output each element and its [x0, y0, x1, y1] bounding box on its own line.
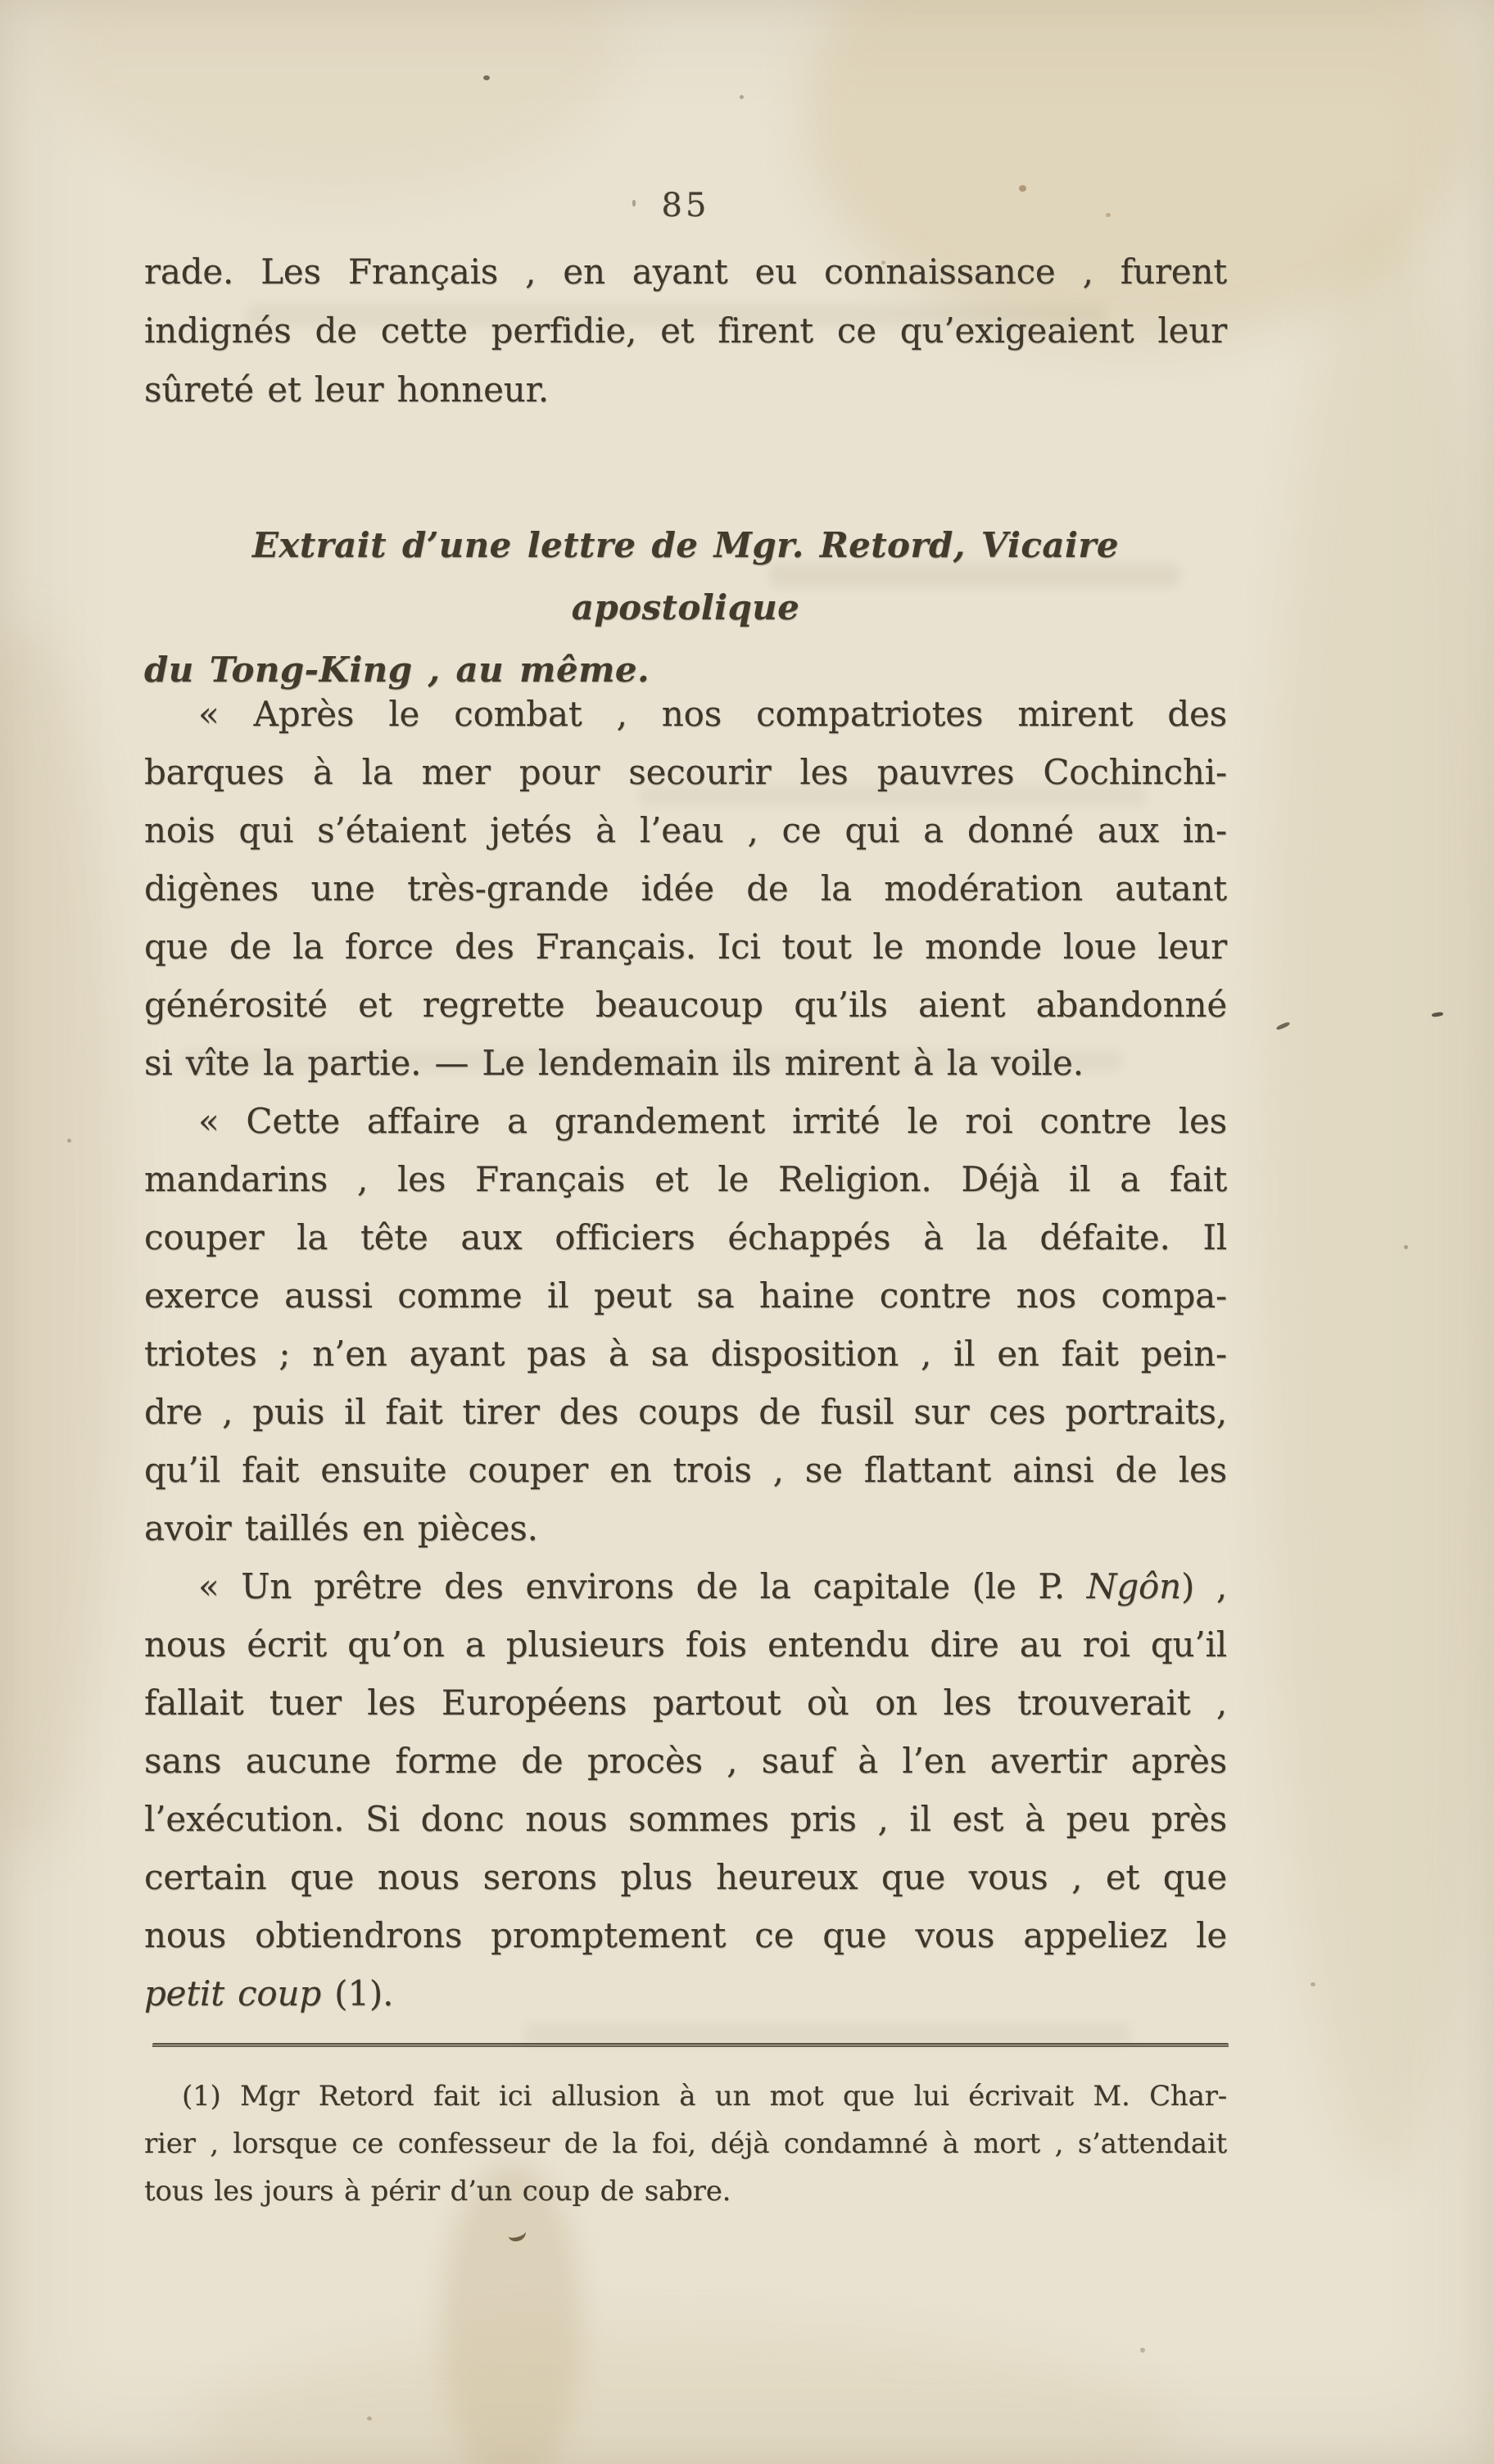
intro-paragraph-line: indignés de cette perfidie, et firent ce qu’exigeaient leur — [144, 310, 1227, 351]
letter-paragraph-line: l’exécution. Si donc nous sommes pris , il est à peu près — [144, 1799, 1227, 1839]
footnote-line: rier , lorsque ce confesseur de la foi, déjà condamné à mort , s’attendait — [144, 2127, 1227, 2160]
intro-paragraph-line: rade. Les Français , en ayant eu connaissance , furent — [144, 251, 1227, 292]
letter-paragraph-line: qu’il fait ensuite couper en trois , se flattant ainsi de les — [144, 1450, 1227, 1490]
show-through-text — [524, 2023, 1130, 2045]
letter-paragraph-line: barques à la mer pour secourir les pauvres Cochinchi- — [144, 752, 1227, 792]
letter-paragraph-line: nous obtiendrons promptement ce que vous appeliez le — [144, 1915, 1227, 1955]
letter-paragraph-line: certain que nous serons plus heureux que vous , et que — [144, 1857, 1227, 1897]
letter-heading-line: Extrait d’une lettre de Mgr. Retord, Vicaire apostolique — [252, 525, 1119, 627]
letter-paragraph — [144, 1092, 1227, 1557]
ink-speck — [1276, 1021, 1291, 1030]
paper-stain — [1261, 213, 1494, 2179]
ink-speck — [67, 1139, 71, 1143]
paper-stain — [49, 0, 622, 197]
ink-speck — [367, 2416, 372, 2421]
letter-paragraph-line: mandarins , les Français et le Religion. Déjà il a fait — [144, 1159, 1227, 1199]
ink-speck — [740, 95, 744, 99]
letter-paragraph-line: « Cette affaire a grandement irrité le roi contre les — [198, 1101, 1227, 1141]
paper-stain — [197, 2326, 1179, 2464]
letter-paragraph-line: générosité et regrette beaucoup qu’ils aient abandonné — [144, 985, 1227, 1025]
letter-paragraph-line: sans aucune forme de procès , sauf à l’en avertir après — [144, 1741, 1227, 1781]
ink-speck — [1404, 1245, 1408, 1249]
page-number: 85 — [661, 187, 710, 224]
intro-paragraph-line: sûreté et leur honneur. — [144, 369, 550, 410]
letter-heading-line: du Tong-King , au même. — [144, 650, 650, 690]
letter-paragraph-line: « Après le combat , nos compatriotes mirent des — [198, 694, 1227, 734]
ink-speck — [1432, 1012, 1444, 1017]
ink-hook-mark — [506, 2225, 527, 2244]
letter-paragraph-line: digènes une très-grande idée de la modération autant — [144, 868, 1227, 908]
letter-paragraph-line: si vîte la partie. — Le lendemain ils mirent à la voile. — [144, 1043, 1084, 1083]
letter-paragraph-line: triotes ; n’en ayant pas à sa disposition , il en fait pein- — [144, 1334, 1227, 1374]
letter-paragraph-line: petit coup (1). — [144, 1973, 394, 2013]
letter-paragraph-line: nois qui s’étaient jetés à l’eau , ce qui a donné aux in- — [144, 810, 1227, 850]
letter-paragraph-line: « Un prêtre des environs de la capitale (le P. Ngôn) , — [198, 1566, 1227, 1606]
letter-paragraph — [144, 685, 1227, 1092]
letter-paragraph-line: avoir taillés en pièces. — [144, 1508, 538, 1548]
footnote-line: tous les jours à périr d’un coup de sabre. — [144, 2175, 731, 2208]
letter-paragraph-line: nous écrit qu’on a plusieurs fois entendu dire au roi qu’il — [144, 1624, 1227, 1665]
letter-paragraph-line: couper la tête aux officiers échappés à la défaite. Il — [144, 1217, 1227, 1257]
letter-body — [144, 685, 1227, 2022]
paper-stain — [0, 623, 123, 1851]
letter-paragraph-line: que de la force des Français. Ici tout le monde loue leur — [144, 926, 1227, 967]
footnote-rule — [152, 2043, 1229, 2048]
footnote-line: (1) Mgr Retord fait ici allusion à un mot que lui écrivait M. Char- — [182, 2080, 1227, 2113]
footnote — [144, 2072, 1227, 2215]
letter-paragraph-line: exerce aussi comme il peut sa haine contre nos compa- — [144, 1275, 1227, 1316]
letter-heading — [144, 514, 1227, 701]
ink-speck — [1311, 1982, 1315, 1986]
intro-paragraph — [144, 242, 1227, 419]
letter-paragraph — [144, 1557, 1227, 2022]
letter-paragraph-line: dre , puis il fait tirer des coups de fusil sur ces portraits, — [144, 1392, 1227, 1432]
ink-speck — [1140, 2348, 1145, 2353]
letter-paragraph-line: fallait tuer les Européens partout où on les trouverait , — [144, 1683, 1227, 1723]
ink-speck — [483, 75, 490, 80]
